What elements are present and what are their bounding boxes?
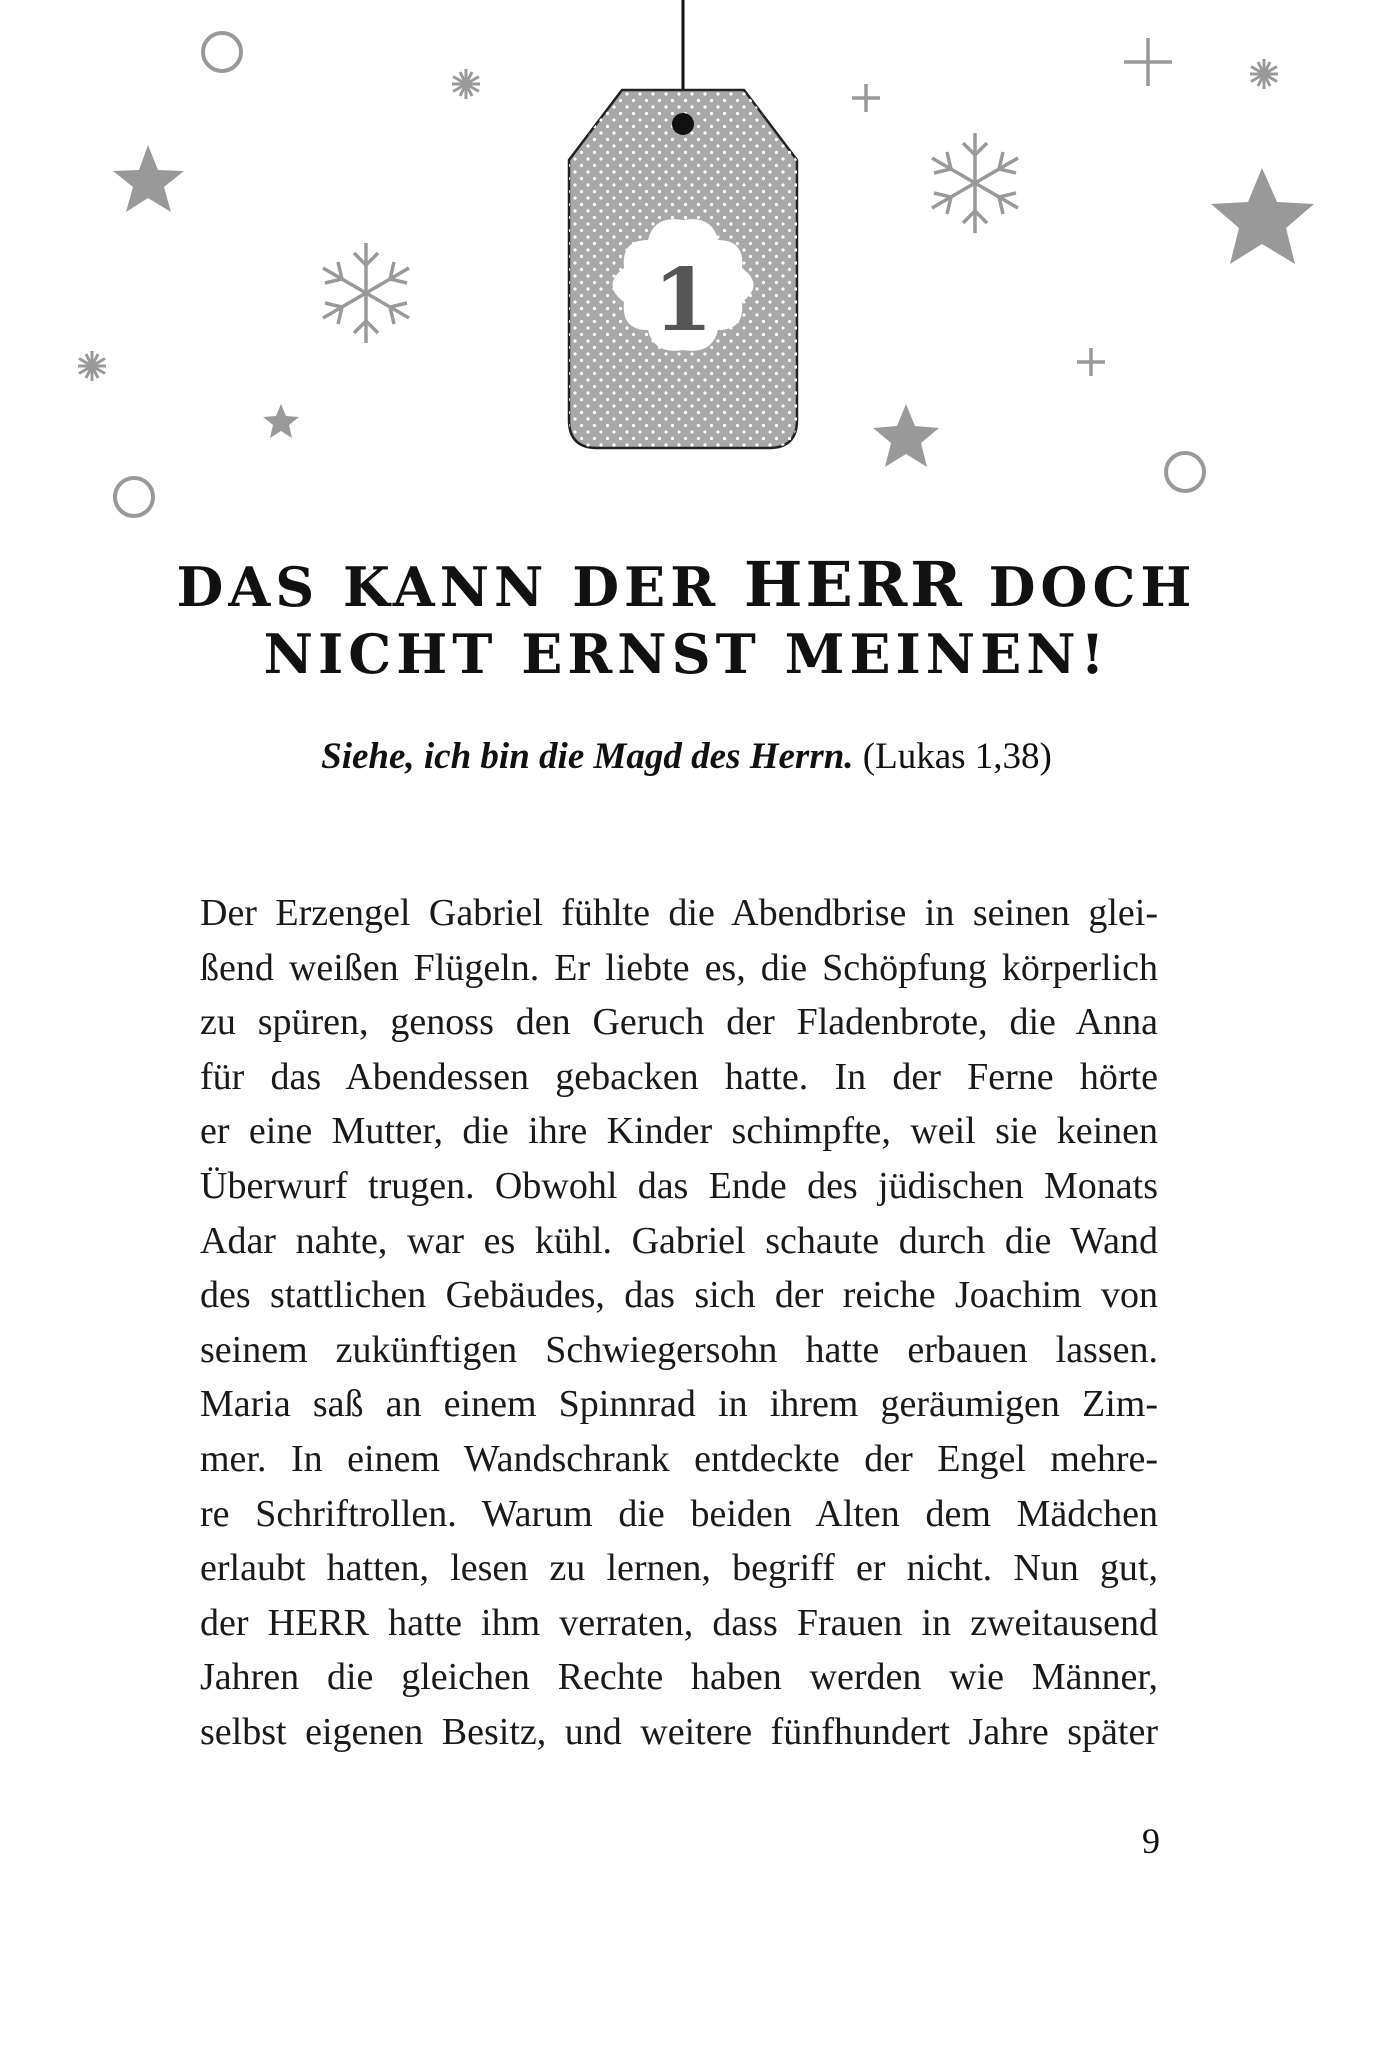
circle-icon [115, 478, 153, 516]
text-line: re Schriftrollen. Warum die beiden Alten dem Mädchen [200, 1492, 1158, 1535]
text-line: seinem zukünftigen Schwiegersohn hatte erbauen lassen. [200, 1328, 1158, 1371]
text-line: Jahren die gleichen Rechte haben werden wie Männer, [200, 1656, 1158, 1699]
text-line: Überwurf trugen. Obwohl das Ende des jüdischen Monats [200, 1164, 1158, 1207]
text-line: er eine Mutter, die ihre Kinder schimpfte, weil sie keinen [200, 1110, 1158, 1153]
snowflake-icon [1250, 59, 1278, 89]
snowflake-icon [323, 243, 409, 343]
circle-icon [203, 33, 241, 71]
text-line: Der Erzengel Gabriel fühlte die Abendbrise in seinen glei- [200, 892, 1158, 934]
snowflake-icon [452, 69, 480, 99]
verse-quote: Siehe, ich bin die Magd des Herrn. [321, 736, 854, 777]
tag-hole [672, 113, 694, 135]
plus-icon [1077, 348, 1105, 376]
text-line: der HERR hatte ihm verraten, dass Frauen in zweitausend [200, 1601, 1158, 1644]
snowflake-icon [932, 133, 1018, 233]
bible-verse [0, 735, 1373, 778]
star-icon [1211, 168, 1314, 264]
text-line: zu spüren, genoss den Geruch der Fladenbrote, die Anna [200, 1001, 1158, 1044]
text-line: des stattlichen Gebäudes, das sich der reiche Joachim von [200, 1274, 1158, 1317]
verse-reference: (Lukas 1,38) [853, 736, 1052, 777]
text-line: für das Abendessen gebacken hatte. In der Ferne hörte [200, 1055, 1158, 1098]
page-number: 9 [1142, 1821, 1160, 1861]
circle-icon [1166, 453, 1204, 491]
body-text [200, 886, 1158, 1760]
star-icon [263, 404, 299, 438]
star-icon [113, 145, 184, 212]
text-line: ßend weißen Flügeln. Er liebte es, die Schöpfung körperlich [200, 946, 1158, 989]
tag-number: 1 [653, 250, 713, 351]
plus-icon [1124, 38, 1172, 86]
snowflake-icon [78, 351, 106, 381]
text-line: erlaubt hatten, lesen zu lernen, begriff er nicht. Nun gut, [200, 1547, 1158, 1590]
star-icon [873, 404, 939, 467]
text-line: Adar nahte, war es kühl. Gabriel schaute durch die Wand [200, 1219, 1158, 1262]
text-line: Maria saß an einem Spinnrad in ihrem geräumigen Zim- [200, 1383, 1158, 1426]
advent-decoration [0, 0, 1373, 560]
text-line: mer. In einem Wandschrank entdeckte der Engel mehre- [200, 1437, 1158, 1480]
chapter-title-line-2: NICHT ERNST MEINEN! [263, 622, 1110, 686]
plus-icon [852, 84, 880, 112]
text-line: selbst eigenen Besitz, und weitere fünfhundert Jahre später [200, 1710, 1158, 1753]
chapter-title-line-1: DAS KANN DER HERR DOCH [176, 548, 1197, 621]
